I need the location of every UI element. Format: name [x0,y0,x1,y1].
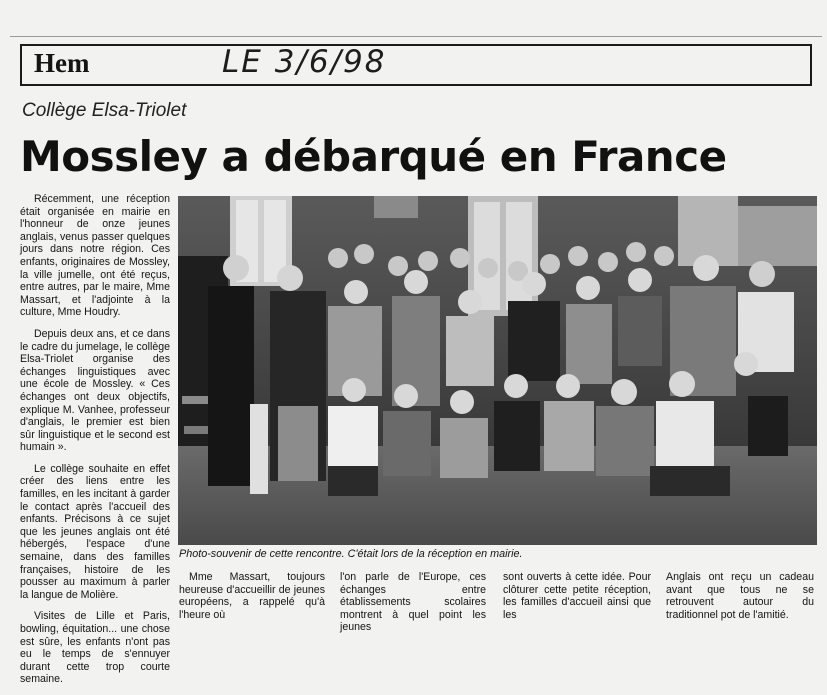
bottom-column-4 [666,571,814,620]
paragraph: l'on parle de l'Europe, ces échanges entre établissements scolaires montrent à quel point les jeunes [340,571,486,634]
paragraph: Anglais ont reçu un cadeau avant que tous ne se retrouvent autour du traditionnel pot de l'amitié. [666,571,814,621]
article-headline: Mossley a débarqué en France [20,132,727,181]
section-name: Hem [34,48,90,78]
section-header [20,44,812,86]
handwritten-date: LE 3/6/98 [222,44,387,80]
top-rule [10,36,822,37]
article-kicker: Collège Elsa-Triolet [22,100,187,121]
bottom-column-2 [340,571,486,634]
bottom-column-1 [179,571,325,620]
paragraph: Depuis deux ans, et ce dans le cadre du jumelage, le collège Elsa-Triolet organise des échanges linguistiques avec une école de Mossley. « Ces échanges ont deux objectifs, explique M. Vanhee, professeur d'anglais, le premier est bien sûr linguistique et le second est humain ». [20,327,170,454]
photo-caption: Photo-souvenir de cette rencontre. C'était lors de la réception en mairie. [179,548,523,560]
paragraph: sont ouverts à cette idée. Pour clôturer cette petite réception, les familles d'accueil ainsi que les [503,571,651,621]
paragraph: Récemment, une réception était organisée en mairie en l'honneur de onze jeunes anglais, venus passer quelques jours dans notre région. Ces enfants, originaires de Mossley, la ville jumelle, ont été reçus, entre autres, par le maire, Mme Massart, et l'adjointe à la culture, Mme Houdry. [20,193,170,319]
paragraph: Mme Massart, toujours heureuse d'accueillir de jeunes européens, a rappelé qu'à l'heure où [179,571,325,621]
paragraph: Visites de Lille et Paris, bowling, équitation... une chose est sûre, les enfants n'ont pas eu le temps de s'ennuyer durant cette trop courte semaine. [20,610,170,686]
left-column [20,193,170,695]
group-photo [178,196,817,545]
paragraph: Le collège souhaite en effet créer des liens entre les familles, en les incitant à garder le contact après l'accueil des enfants. Précisons à ce sujet que les jeunes anglais ont été hébergés, l'espace d'une semaine, dans des familles françaises, histoire de les pousser au maximum à parler la langue de Molière. [20,462,170,601]
bottom-column-3 [503,571,651,620]
